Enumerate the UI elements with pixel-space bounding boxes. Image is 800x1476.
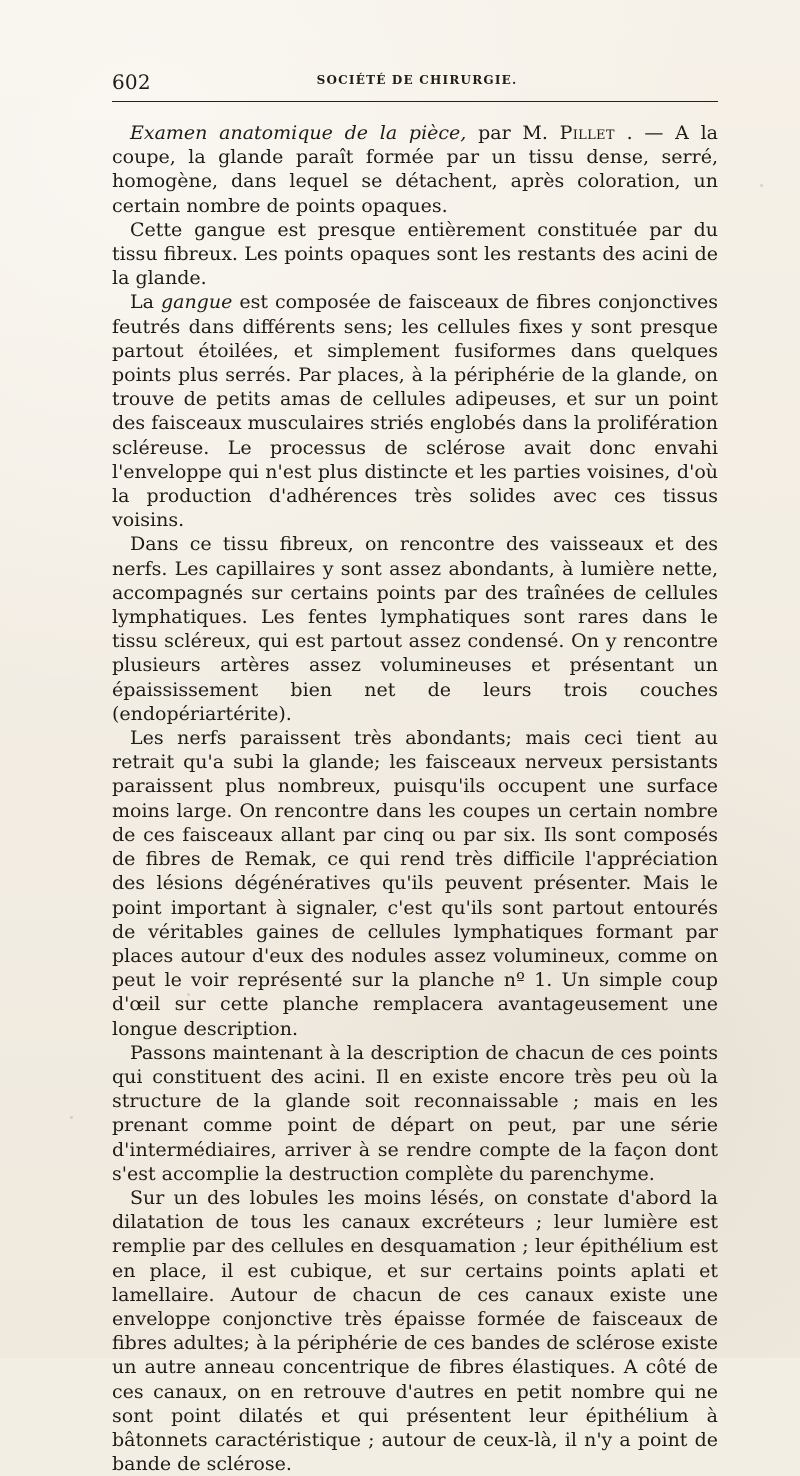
paragraph-1 bbox=[112, 121, 718, 218]
paper-spot bbox=[70, 1116, 73, 1119]
paragraph-3 bbox=[112, 290, 718, 532]
paragraph-7 bbox=[112, 1186, 718, 1476]
paragraph-lead: La bbox=[130, 291, 161, 314]
paragraph-text: Les nerfs paraissent très abondants; mais ceci tient au retrait qu'a subi la glande; les faisceaux nerveux persistants paraissent plus nombreux, puisqu'ils occupent une surface moins large. On rencontre dans les coupes un certain nombre de ces faisceaux allant par cinq ou par six. Ils sont composés de fibres de Remak, ce qui rend très difficile l'appréciation des lésions dégénératives qu'ils peuvent présenter. Mais le point important à signaler, c'est qu'ils sont partout entourés de véritables gaines de cellules lymphatiques formant par places autour d'eux des nodules assez volumineux, comme on peut le voir représenté sur la planche nº 1. Un simple coup d'œil sur cette planche remplacera avantageusement une longue description. bbox=[112, 727, 718, 1040]
paper-spot bbox=[187, 993, 190, 996]
paragraph-2 bbox=[112, 218, 718, 291]
paragraph-text: Sur un des lobules les moins lésés, on constate d'abord la dilatation de tous les canaux excréteurs ; leur lumière est remplie par des cellules en desquamation ; leur épithélium est en place, il est cubique, et sur certains points aplati et lamellaire. Autour de chacun de ces canaux existe une enveloppe conjonctive très épaisse formée de faisceaux de fibres adultes; à la périphérie de ces bandes de sclérose existe un autre anneau concentrique de fibres élastiques. A côté de ces canaux, on en retrouve d'autres en petit nombre qui ne sont point dilatés et qui présentent leur épithélium à bâtonnets caractéristique ; autour de ceux-là, il n'y a point de bande de sclérose. bbox=[112, 1186, 718, 1476]
article-text bbox=[112, 121, 718, 1476]
header-rule bbox=[112, 101, 718, 102]
paragraph-text: Dans ce tissu fibreux, on rencontre des vaisseaux et des nerfs. Les capillaires y sont assez abondants, à lumière nette, accompagnés sur certains points par des traînées de cellules lymphatiques. Les fentes lymphatiques sont rares dans le tissu scléreux, qui est partout assez condensé. On y rencontre plusieurs artères assez volumineuses et présentant un épaississement bien net de leurs trois couches (endopériartérite). bbox=[112, 533, 718, 725]
paragraph-5 bbox=[112, 726, 718, 1041]
paragraph-text: Cette gangue est presque entièrement constituée par du tissu fibreux. Les points opaques sont les restants des acini de la glande. bbox=[112, 218, 718, 290]
paragraph-6 bbox=[112, 1041, 718, 1186]
running-header bbox=[112, 70, 718, 94]
author-prefix: par M. bbox=[478, 122, 560, 144]
paragraph-text: . — A la coupe, la glande paraît formée par un tissu dense, serré, homogène, dans lequel se détachent, après coloration, un certain nombre de points opaques. bbox=[112, 122, 718, 217]
paper-spot bbox=[760, 184, 763, 187]
italic-term: gangue bbox=[160, 291, 233, 314]
paragraph-4 bbox=[112, 532, 718, 726]
author-name: Pillet bbox=[559, 122, 615, 144]
paragraph-text: est composée de faisceaux de fibres conjonctives feutrés dans différents sens; les cellules fixes y sont presque partout étoilées, et simplement fusiformes dans quelques points plus serrés. Par places, à la périphérie de la glande, on trouve de petits amas de cellules adipeuses, et sur un point des faisceaux musculaires striés englobés dans la prolifération scléreuse. Le processus de sclérose avait donc envahi l'enveloppe qui n'est plus distincte et les parties voisines, d'où la production d'adhérences très solides avec ces tissus voisins. bbox=[112, 291, 718, 532]
journal-title: SOCIÉTÉ DE CHIRURGIE. bbox=[316, 73, 518, 87]
paragraph-text: Passons maintenant à la description de chacun de ces points qui constituent des acini. Il en existe encore très peu où la structure de la glande soit reconnaissable ; mais en les prenant comme point de départ on peut, par une série d'intermédiaires, arriver à se rendre compte de la façon dont s'est accomplie la destruction complète du parenchyme. bbox=[112, 1041, 718, 1185]
section-heading: Examen anatomique de la pièce, bbox=[130, 122, 467, 144]
page-number: 602 bbox=[112, 70, 151, 94]
